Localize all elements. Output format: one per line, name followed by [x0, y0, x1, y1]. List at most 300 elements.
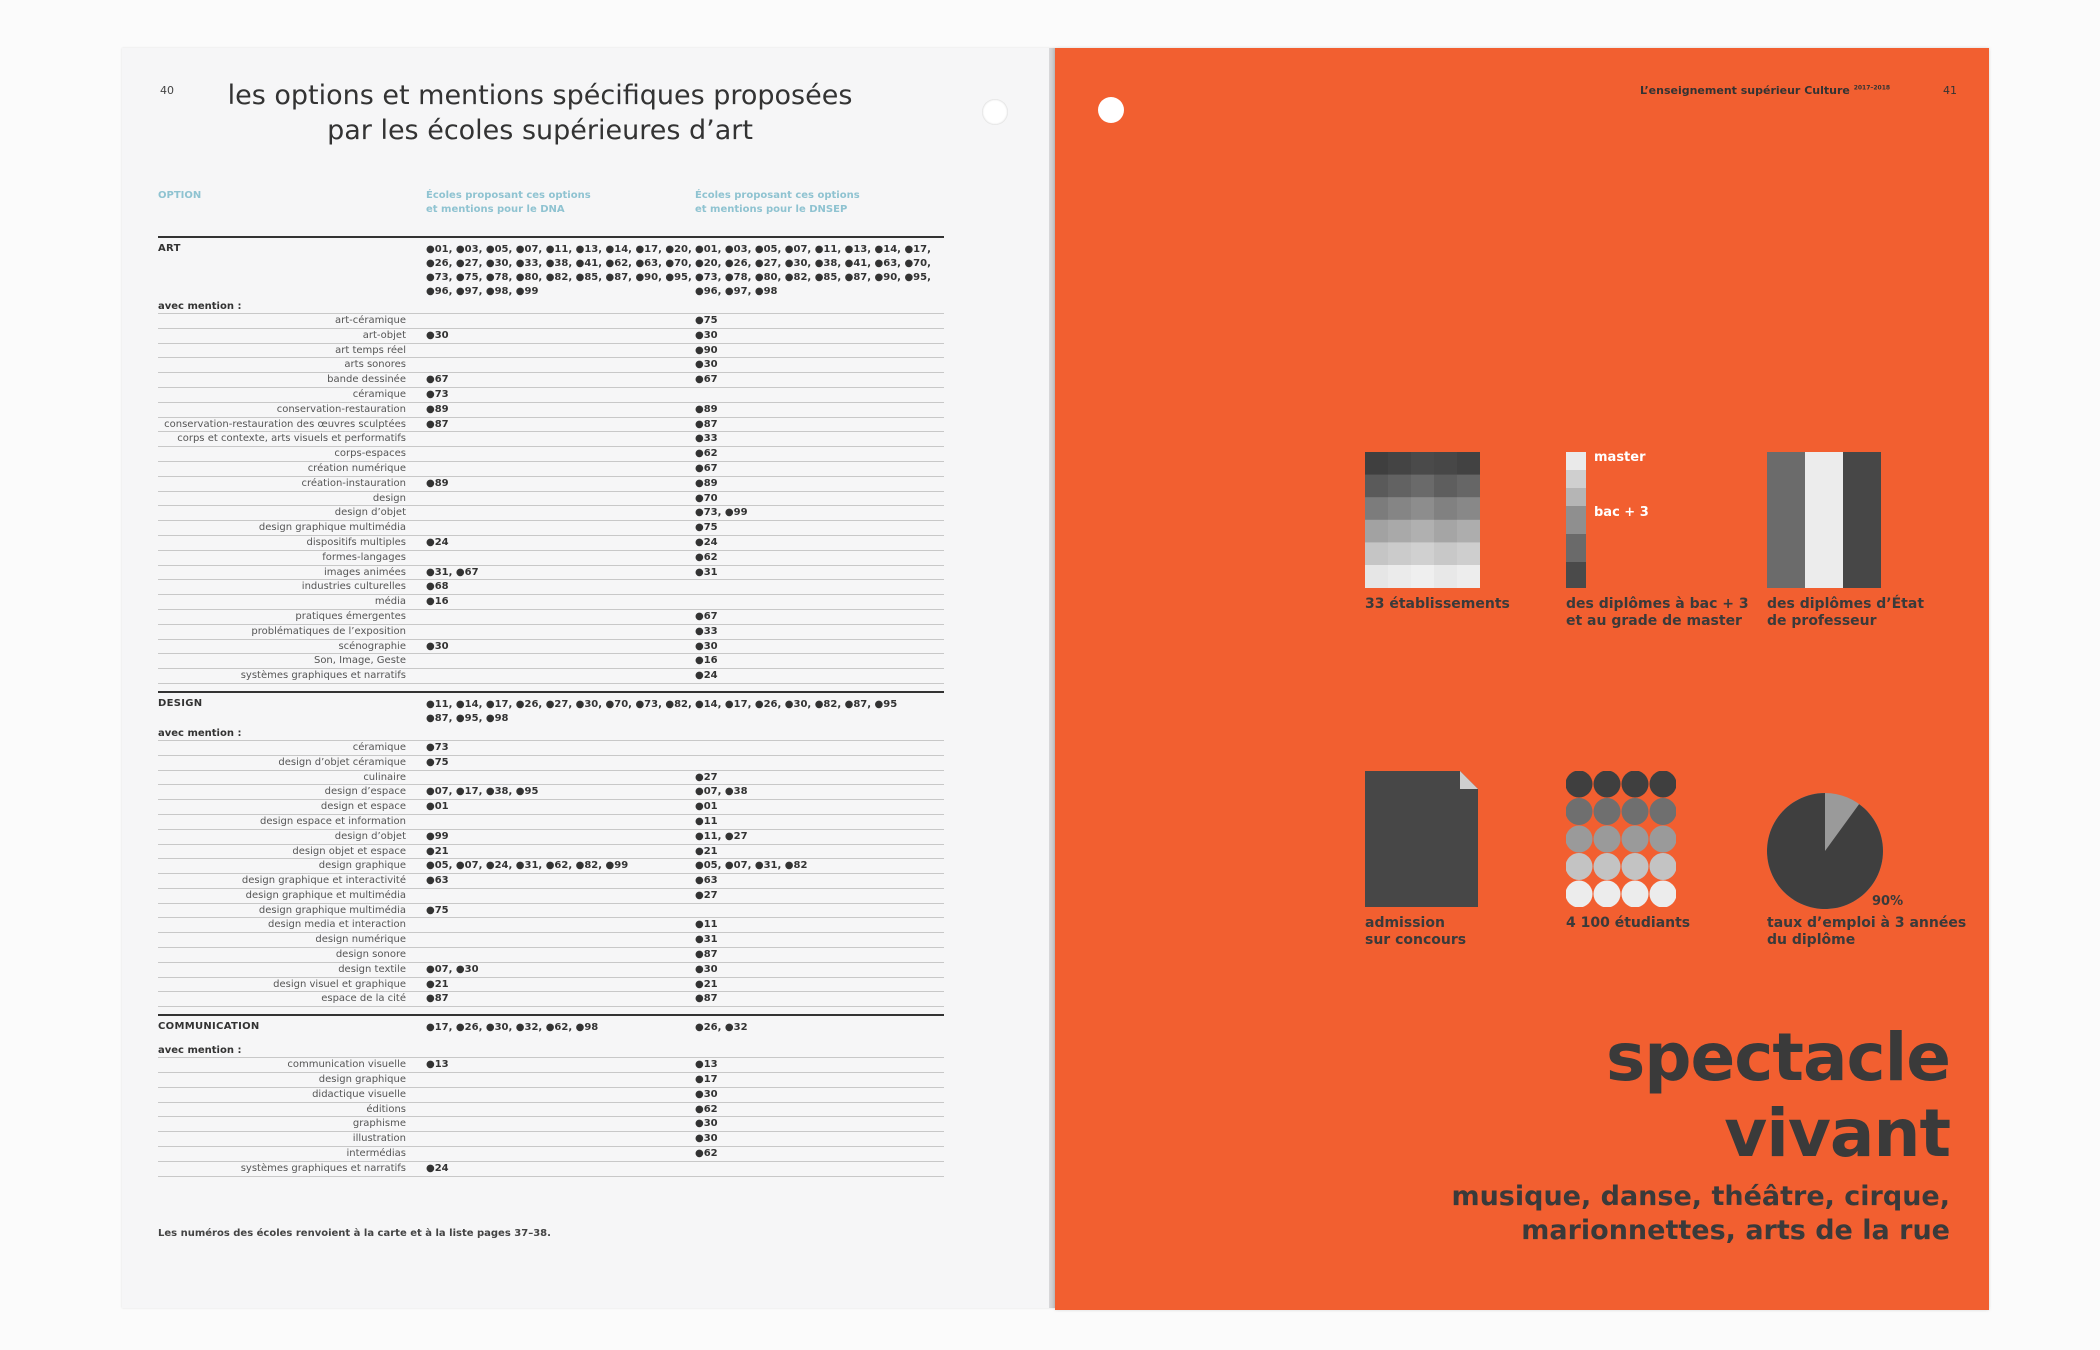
school-list-dnsep: ●01, ●03, ●05, ●07, ●11, ●13, ●14, ●17, ●20, ●26, ●27, ●30, ●38, ●41, ●63, ●70, ●73, ●78, ●80, ●82, ●85, ●87, ●90, ●95, ●96, ●97, ●98: [695, 244, 931, 297]
grid-cell: [1411, 452, 1434, 475]
table-row: [158, 654, 944, 669]
options-table: [158, 236, 944, 1184]
table-row: [158, 978, 944, 993]
table-row: [158, 418, 944, 433]
mention-name: art-céramique: [334, 315, 406, 326]
grid-cell: [1434, 475, 1457, 498]
section-header-row: [158, 243, 944, 299]
mention-name: design graphique multimédia: [258, 904, 406, 916]
dnsep-schools: ●30: [695, 1088, 718, 1100]
table-row: [158, 477, 944, 492]
dnsep-schools: [695, 756, 944, 770]
dna-schools: ●75: [426, 904, 449, 916]
dnsep-schools: [695, 741, 944, 755]
mention-name: design sonore: [335, 949, 406, 961]
dna-schools: ●63: [426, 875, 449, 887]
dna-schools: [406, 492, 695, 506]
grid-cell: [1411, 475, 1434, 498]
table-row: [158, 462, 944, 477]
mention-name: design textile: [338, 963, 406, 975]
dna-schools: [406, 506, 695, 520]
dnsep-schools: ●11, ●27: [695, 830, 748, 842]
running-head: L’enseignement supérieur Culture $^{2017-2018}$: [1640, 84, 1891, 97]
table-row: [158, 904, 944, 919]
dnsep-schools: ●67: [695, 462, 718, 474]
dnsep-schools: ●24: [695, 670, 718, 682]
grid-squares-icon: [1365, 452, 1480, 588]
dna-schools: ●13: [426, 1059, 449, 1071]
column-header-dnsep: Écoles proposant ces options et mentions pour le DNSEP: [695, 190, 860, 215]
mention-name: design espace et information: [260, 815, 406, 827]
mention-name: design: [372, 492, 406, 504]
table-row: [158, 1117, 944, 1132]
dnsep-schools: ●11: [695, 815, 718, 827]
mention-name: graphisme: [352, 1118, 406, 1130]
title-line-2: par les écoles supérieures d’art: [327, 115, 753, 146]
pie-icon: [1767, 793, 1883, 909]
grid-cell: [1388, 497, 1411, 520]
mention-name: didactique visuelle: [312, 1088, 406, 1100]
table-row: [158, 933, 944, 948]
school-list-dna: ●11, ●14, ●17, ●26, ●27, ●30, ●70, ●73, ●82, ●87, ●95, ●98: [426, 698, 692, 724]
table-row: [158, 756, 944, 771]
dnsep-schools: [695, 580, 944, 594]
dnsep-schools: ●21: [695, 845, 718, 857]
table-row: [158, 595, 944, 610]
option-name: COMMUNICATION: [158, 1021, 260, 1033]
avec-mention-label: avec mention :: [158, 726, 944, 741]
dnsep-schools: ●62: [695, 1103, 718, 1115]
mention-name: design et espace: [320, 801, 406, 813]
avec-mention-label: avec mention :: [158, 1043, 944, 1058]
table-row: [158, 551, 944, 566]
mention-name: design graphique: [318, 1074, 406, 1086]
section-header-row: [158, 1021, 944, 1043]
grid-cell: [1434, 565, 1457, 588]
pie-slice-employment: [1767, 793, 1883, 909]
table-row: [158, 918, 944, 933]
table-row: [158, 447, 944, 462]
table-row: [158, 358, 944, 373]
mention-name: systèmes graphiques et narratifs: [240, 1162, 406, 1174]
table-row: [158, 1162, 944, 1177]
table-row: [158, 771, 944, 786]
dna-schools: [406, 1073, 695, 1087]
student-dot: [1650, 826, 1677, 853]
dnsep-schools: ●31: [695, 934, 718, 946]
mention-name: design graphique multimédia: [258, 522, 406, 534]
school-list-dna: ●17, ●26, ●30, ●32, ●62, ●98: [426, 1022, 599, 1034]
dnsep-schools: ●62: [695, 1148, 718, 1160]
dna-schools: [406, 889, 695, 903]
dna-schools: [406, 918, 695, 932]
mention-name: dispositifs multiples: [306, 536, 406, 548]
dnsep-schools: ●27: [695, 889, 718, 901]
mention-name: pratiques émergentes: [295, 610, 406, 622]
student-dot: [1594, 771, 1621, 798]
option-name: ART: [158, 243, 181, 254]
mention-name: éditions: [366, 1103, 406, 1115]
student-dot: [1594, 853, 1621, 880]
grid-cell: [1365, 565, 1388, 588]
dnsep-schools: ●75: [695, 315, 718, 326]
table-section-communication: [158, 1014, 944, 1176]
grid-cell: [1365, 452, 1388, 475]
dnsep-schools: ●30: [695, 640, 718, 652]
dna-schools: [406, 625, 695, 639]
grid-cell: [1411, 542, 1434, 565]
mention-name: art-objet: [362, 329, 406, 341]
dna-schools: [406, 654, 695, 668]
dnsep-schools: ●62: [695, 448, 718, 460]
table-row: [158, 845, 944, 860]
punch-hole: [1098, 97, 1124, 123]
table-section-design: [158, 691, 944, 1007]
avec-mention-label: avec mention :: [158, 299, 944, 314]
mention-name: espace de la cité: [321, 993, 406, 1005]
dna-schools: ●87: [426, 993, 449, 1005]
page-number-right: 41: [1943, 84, 1957, 97]
dna-schools: [406, 1088, 695, 1102]
table-row: [158, 373, 944, 388]
student-dot: [1622, 771, 1649, 798]
dnsep-schools: ●05, ●07, ●31, ●82: [695, 860, 808, 872]
dnsep-schools: ●16: [695, 655, 718, 667]
grid-cell: [1434, 520, 1457, 543]
mention-name: création-instauration: [301, 477, 406, 489]
option-name: DESIGN: [158, 697, 203, 709]
dna-schools: ●68: [426, 581, 449, 593]
grid-cell: [1365, 475, 1388, 498]
table-row: [158, 492, 944, 507]
dna-schools: [406, 1117, 695, 1131]
grid-cell: [1457, 452, 1480, 475]
dnsep-schools: ●89: [695, 403, 718, 415]
student-dot: [1622, 881, 1649, 908]
dna-schools: [406, 610, 695, 624]
dna-schools: [406, 1103, 695, 1117]
grid-cell: [1457, 565, 1480, 588]
student-dot: [1650, 771, 1677, 798]
dna-schools: ●67: [426, 374, 449, 386]
table-row: [158, 1147, 944, 1162]
mention-name: design numérique: [315, 934, 406, 946]
dna-schools: ●24: [426, 536, 449, 548]
grid-cell: [1365, 520, 1388, 543]
dnsep-schools: ●27: [695, 771, 718, 783]
dna-schools: [406, 1147, 695, 1161]
section-header-row: [158, 698, 944, 726]
grid-cell: [1434, 542, 1457, 565]
school-list-dnsep: ●26, ●32: [695, 1022, 748, 1034]
dna-schools: ●89: [426, 403, 449, 415]
dna-schools: ●31, ●67: [426, 566, 479, 578]
dna-schools: [406, 344, 695, 358]
grid-cell: [1411, 497, 1434, 520]
table-row: [158, 1103, 944, 1118]
caption-taux-emploi: taux d’emploi à 3 années du diplôme: [1767, 915, 1967, 948]
dnsep-schools: ●87: [695, 418, 718, 430]
dnsep-schools: ●07, ●38: [695, 786, 748, 798]
student-dot: [1566, 853, 1593, 880]
dna-schools: [406, 521, 695, 535]
mention-name: design d’espace: [324, 786, 406, 798]
dna-schools: ●07, ●17, ●38, ●95: [426, 786, 539, 798]
table-row: [158, 963, 944, 978]
dna-schools: ●73: [426, 741, 449, 753]
grid-cell: [1388, 452, 1411, 475]
table-row: [158, 536, 944, 551]
mention-name: bande dessinée: [327, 374, 406, 386]
mention-name: céramique: [352, 741, 406, 753]
mention-name: design graphique et multimédia: [245, 889, 406, 901]
dnsep-schools: ●30: [695, 963, 718, 975]
table-row: [158, 815, 944, 830]
vertical-stripes-icon: [1767, 452, 1881, 588]
student-dot: [1594, 881, 1621, 908]
caption-professeur: des diplômes d’État de professeur: [1767, 596, 1925, 629]
student-dot: [1622, 798, 1649, 825]
column-header-option: OPTION: [158, 190, 202, 201]
table-row: [158, 610, 944, 625]
dnsep-schools: ●30: [695, 359, 718, 371]
dnsep-schools: ●87: [695, 949, 718, 961]
caption-etablissements: 33 établissements: [1365, 596, 1510, 612]
table-row: [158, 625, 944, 640]
page-title: [180, 78, 900, 148]
table-row: [158, 314, 944, 329]
dnsep-schools: ●24: [695, 536, 718, 548]
dnsep-schools: ●67: [695, 610, 718, 622]
dna-schools: ●24: [426, 1162, 449, 1174]
mention-name: problématiques de l’exposition: [251, 625, 406, 637]
table-row: [158, 566, 944, 581]
mention-name: scénographie: [338, 640, 406, 652]
dnsep-schools: ●33: [695, 625, 718, 637]
title-line-1: les options et mentions spécifiques proposées: [227, 80, 853, 111]
grid-cell: [1365, 497, 1388, 520]
dna-schools: [406, 432, 695, 446]
dnsep-schools: ●89: [695, 477, 718, 489]
dna-schools: ●21: [426, 845, 449, 857]
dna-schools: [406, 669, 695, 683]
dnsep-schools: ●01: [695, 801, 718, 813]
table-row: [158, 506, 944, 521]
dnsep-schools: ●67: [695, 374, 718, 386]
grid-cell: [1457, 542, 1480, 565]
school-list-dna: ●01, ●03, ●05, ●07, ●11, ●13, ●14, ●17, ●20, ●26, ●27, ●30, ●33, ●38, ●41, ●62, ●63, ●70, ●73, ●75, ●78, ●80, ●82, ●85, ●87, ●90, ●95, ●96, ●97, ●98, ●99: [426, 244, 692, 297]
dnsep-schools: [695, 595, 944, 609]
grid-cell: [1365, 542, 1388, 565]
section-title: spectacle vivant: [1605, 1019, 1950, 1172]
table-row: [158, 830, 944, 845]
caption-concours: admission sur concours: [1365, 915, 1467, 948]
mention-name: conservation-restauration: [276, 403, 406, 415]
grid-cell: [1457, 497, 1480, 520]
student-dot: [1566, 826, 1593, 853]
student-dot: [1594, 798, 1621, 825]
dnsep-schools: ●63: [695, 875, 718, 887]
dnsep-schools: ●30: [695, 329, 718, 341]
dna-schools: ●07, ●30: [426, 963, 479, 975]
caption-diplomes: des diplômes à bac + 3 et au grade de master: [1566, 596, 1749, 629]
student-dot: [1650, 881, 1677, 908]
dnsep-schools: ●11: [695, 919, 718, 931]
grid-cell: [1434, 452, 1457, 475]
mention-name: création numérique: [307, 462, 406, 474]
dnsep-schools: ●21: [695, 978, 718, 990]
dna-schools: ●30: [426, 640, 449, 652]
table-row: [158, 800, 944, 815]
mention-name: conservation-restauration des œuvres sculptées: [164, 418, 406, 430]
dnsep-schools: ●30: [695, 1118, 718, 1130]
grid-cell: [1434, 497, 1457, 520]
table-row: [158, 329, 944, 344]
table-row: [158, 948, 944, 963]
table-row: [158, 1088, 944, 1103]
table-section-art: [158, 236, 944, 684]
dna-schools: [406, 948, 695, 962]
mention-name: design d’objet céramique: [278, 756, 406, 768]
label-master: master: [1594, 450, 1646, 465]
table-row: [158, 785, 944, 800]
mention-name: design visuel et graphique: [273, 978, 406, 990]
table-row: [158, 1132, 944, 1147]
school-list-dnsep: ●14, ●17, ●26, ●30, ●82, ●87, ●95: [695, 698, 898, 710]
mention-name: intermédias: [346, 1148, 406, 1160]
dnsep-schools: ●33: [695, 433, 718, 445]
mention-name: systèmes graphiques et narratifs: [240, 670, 406, 682]
dna-schools: ●01: [426, 801, 449, 813]
grid-cell: [1411, 520, 1434, 543]
mention-name: céramique: [352, 388, 406, 400]
table-row: [158, 640, 944, 655]
dna-schools: [406, 1132, 695, 1146]
mention-name: design objet et espace: [292, 845, 406, 857]
dna-schools: [406, 771, 695, 785]
table-row: [158, 388, 944, 403]
table-row: [158, 432, 944, 447]
grid-cell: [1388, 565, 1411, 588]
table-row: [158, 521, 944, 536]
table-row: [158, 669, 944, 684]
dna-schools: ●99: [426, 830, 449, 842]
mention-name: arts sonores: [344, 359, 406, 371]
grid-cell: [1388, 475, 1411, 498]
dna-schools: [406, 462, 695, 476]
page-number-left: 40: [160, 84, 174, 97]
column-header-dna: Écoles proposant ces options et mentions pour le DNA: [426, 190, 591, 215]
grid-cell: [1388, 520, 1411, 543]
mention-name: design d’objet: [334, 830, 406, 842]
mention-name: média: [374, 596, 406, 608]
student-dot: [1566, 881, 1593, 908]
dna-schools: ●87: [426, 418, 449, 430]
dnsep-schools: ●13: [695, 1059, 718, 1071]
dna-schools: ●73: [426, 388, 449, 400]
mention-name: design media et interaction: [267, 919, 406, 931]
student-dot: [1594, 826, 1621, 853]
table-row: [158, 992, 944, 1007]
student-dot: [1622, 826, 1649, 853]
grid-cell: [1388, 542, 1411, 565]
table-row: [158, 889, 944, 904]
table-row: [158, 344, 944, 359]
dnsep-schools: ●17: [695, 1074, 718, 1086]
dna-schools: [406, 933, 695, 947]
table-row: [158, 1073, 944, 1088]
mention-name: illustration: [352, 1133, 406, 1145]
dnsep-schools: ●73, ●99: [695, 507, 748, 519]
table-row: [158, 403, 944, 418]
mention-name: culinaire: [363, 771, 406, 783]
dna-schools: [406, 447, 695, 461]
dnsep-schools: ●70: [695, 492, 718, 504]
dna-schools: ●89: [426, 477, 449, 489]
mention-name: design graphique: [318, 860, 406, 872]
dna-schools: ●30: [426, 329, 449, 341]
table-row: [158, 1058, 944, 1073]
student-dot: [1622, 853, 1649, 880]
label-bac3: bac + 3: [1594, 505, 1649, 520]
dna-schools: ●16: [426, 596, 449, 608]
dots-grid-icon: [1566, 771, 1676, 907]
dna-schools: [406, 815, 695, 829]
pie-value-label: 90%: [1872, 894, 1904, 909]
dnsep-schools: ●62: [695, 551, 718, 563]
mention-name: Son, Image, Geste: [313, 655, 406, 667]
dna-schools: ●05, ●07, ●24, ●31, ●62, ●82, ●99: [426, 860, 629, 872]
dna-schools: ●21: [426, 978, 449, 990]
student-dot: [1650, 798, 1677, 825]
punch-hole: [982, 99, 1008, 125]
caption-etudiants: 4 100 étudiants: [1566, 915, 1691, 931]
grid-cell: [1411, 565, 1434, 588]
document-icon: [1365, 771, 1478, 907]
dna-schools: [406, 358, 695, 372]
mention-name: corps et contexte, arts visuels et performatifs: [177, 433, 406, 445]
table-row: [158, 859, 944, 874]
student-dot: [1566, 798, 1593, 825]
stacked-bar-icon: [1566, 452, 1586, 588]
table-row: [158, 741, 944, 756]
dna-schools: ●75: [426, 756, 449, 768]
dnsep-schools: ●31: [695, 566, 718, 578]
dnsep-schools: ●30: [695, 1133, 718, 1145]
dna-schools: [406, 551, 695, 565]
dnsep-schools: [695, 904, 944, 918]
dnsep-schools: [695, 388, 944, 402]
mention-name: design graphique et interactivité: [241, 875, 406, 887]
student-dot: [1566, 771, 1593, 798]
mention-name: formes-langages: [322, 551, 406, 563]
mention-name: art temps réel: [335, 344, 406, 356]
grid-cell: [1457, 520, 1480, 543]
mention-name: communication visuelle: [287, 1059, 406, 1071]
mention-name: industries culturelles: [301, 581, 406, 593]
section-subtitle: musique, danse, théâtre, cirque, marionnettes, arts de la rue: [1451, 1181, 1950, 1246]
dna-schools: [406, 314, 695, 328]
footnote: Les numéros des écoles renvoient à la carte et à la liste pages 37–38.: [158, 1228, 551, 1239]
dnsep-schools: ●90: [695, 344, 718, 356]
mention-name: images animées: [323, 566, 406, 578]
grid-cell: [1457, 475, 1480, 498]
table-row: [158, 580, 944, 595]
dnsep-schools: ●75: [695, 522, 718, 534]
mention-name: corps-espaces: [334, 448, 406, 460]
dnsep-schools: [695, 1162, 944, 1176]
mention-name: design d’objet: [334, 507, 406, 519]
